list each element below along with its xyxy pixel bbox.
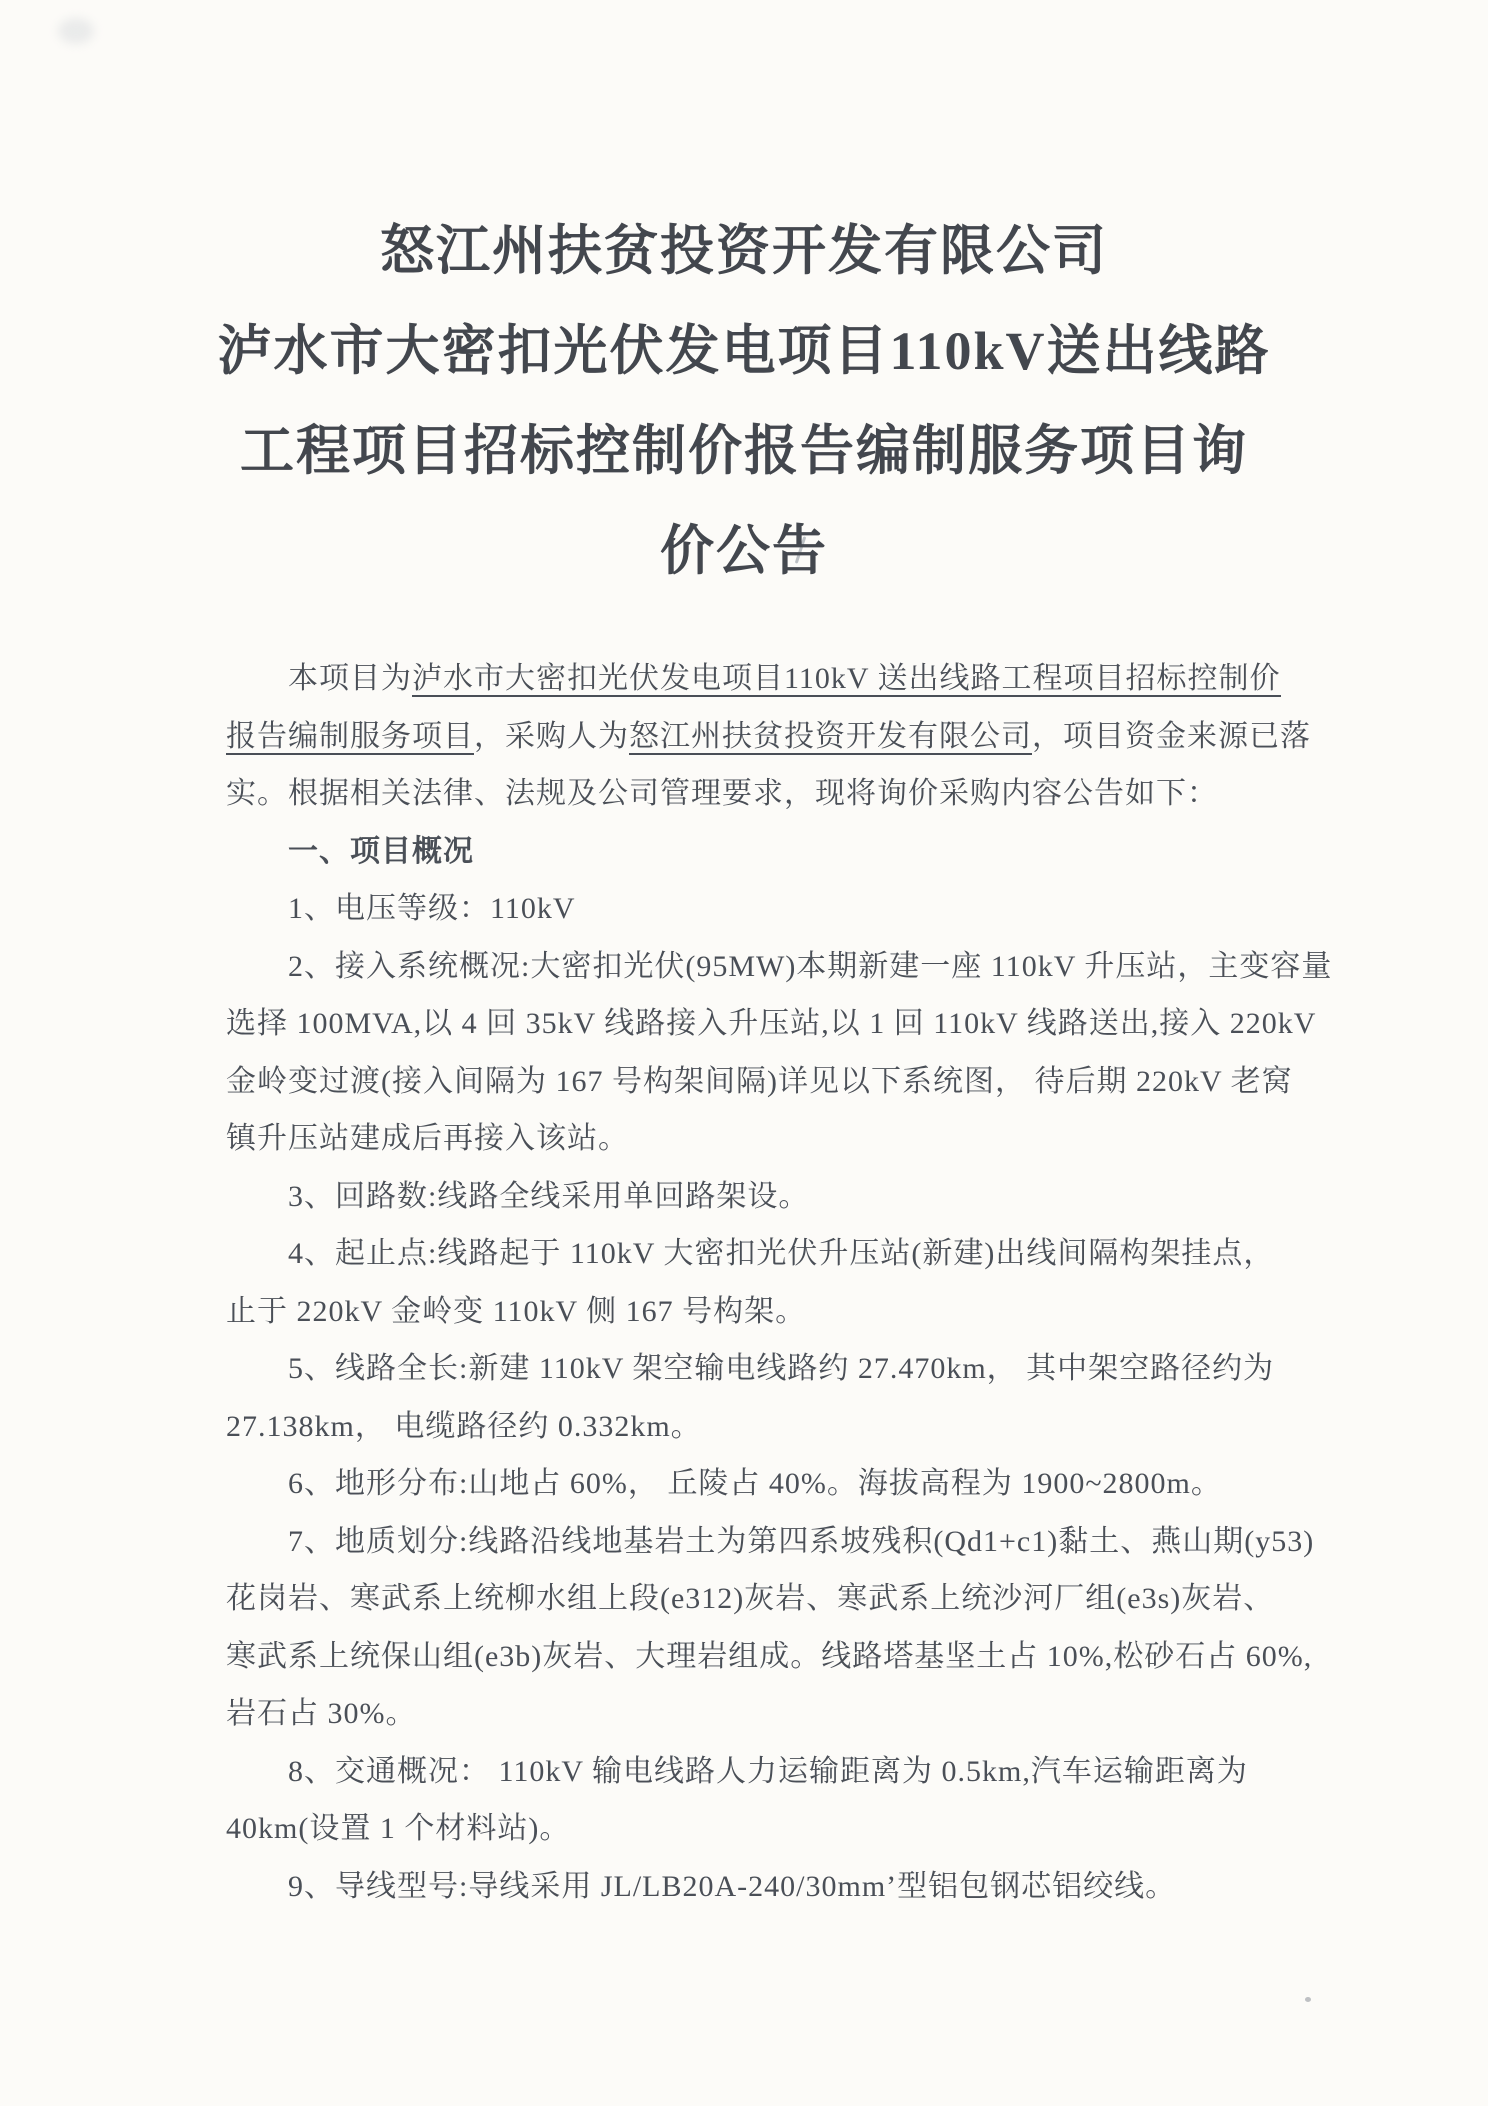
text-run: 1、电压等级：110kV	[288, 892, 576, 925]
item-2-line-2	[226, 995, 1317, 1053]
text-run: 4、起止点:线路起于 110kV 大密扣光伏升压站(新建)出线间隔构架挂点，	[288, 1237, 1275, 1270]
item-4-line-2	[226, 1283, 1296, 1341]
scan-smudge-artifact	[58, 18, 94, 44]
item-2-line-1	[226, 938, 1333, 996]
item-7-line-1	[226, 1513, 1315, 1571]
title-line-2: 泸水市大密扣光伏发电项目110kV送出线路	[217, 321, 1271, 381]
text-run: 选择 100MVA,以 4 回 35kV 线路接入升压站,以 1 回 110kV 线路送出,接入 220kV	[226, 1007, 1317, 1040]
item-7-line-3	[226, 1628, 1313, 1686]
text-run: 一、项目概况	[288, 834, 474, 868]
body-text	[226, 650, 1333, 1915]
title-line-3: 工程项目招标控制价报告编制服务项目询	[240, 421, 1248, 481]
text-run: 镇升压站建成后再接入该站。	[226, 1122, 629, 1155]
item-5-line-1	[226, 1340, 1296, 1398]
item-2-line-4	[226, 1110, 1296, 1168]
document-title	[0, 201, 1488, 601]
text-run: 寒武系上统保山组(e3b)灰岩、大理岩组成。线路塔基坚土占 10%,松砂石占 60%,	[226, 1639, 1313, 1673]
text-run: 2、接入系统概况:大密扣光伏(95MW)本期新建一座 110kV 升压站，主变容量	[288, 949, 1333, 983]
text-run: 8、交通概况： 110kV 输电线路人力运输距离为 0.5km,汽车运输距离为	[288, 1754, 1248, 1788]
item-9	[226, 1858, 1296, 1916]
text-run: 9、导线型号:导线采用 JL/LB20A-240/30mm’型铝包钢芯铝绞线。	[288, 1869, 1177, 1903]
item-8-line-2	[226, 1800, 1296, 1858]
item-6	[226, 1455, 1296, 1513]
scan-speck-artifact	[1305, 1997, 1311, 2002]
item-2-line-3	[226, 1053, 1296, 1111]
item-4-line-1	[226, 1225, 1296, 1283]
text-run: 27.138km， 电缆路径约 0.332km。	[226, 1409, 702, 1443]
title-line-4: 价公告	[660, 521, 828, 581]
title-line-1: 怒江州扶贫投资开发有限公司	[380, 221, 1108, 281]
text-run: 7、地质划分:线路沿线地基岩土为第四系坡残积(Qd1+c1)黏土、燕山期(y53)	[288, 1524, 1315, 1558]
text-run: 实。根据相关法律、法规及公司管理要求，现将询价采购内容公告如下：	[226, 777, 1218, 810]
underlined-text-run: 泸水市大密扣光伏发电项目110kV 送出线路工程项目招标控制价	[412, 662, 1281, 695]
section-heading	[226, 823, 1296, 881]
item-5-line-2	[226, 1398, 1296, 1456]
text-run: 40km(设置 1 个材料站)。	[226, 1812, 571, 1845]
text-run: 本项目为	[288, 662, 412, 695]
item-3	[226, 1168, 1296, 1226]
text-run: ，采购人为	[474, 719, 629, 753]
item-7-line-2	[226, 1570, 1296, 1628]
text-run: 花岗岩、寒武系上统柳水组上段(e312)灰岩、寒武系上统沙河厂组(e3s)灰岩、	[226, 1582, 1275, 1615]
text-run: 5、线路全长:新建 110kV 架空输电线路约 27.470km， 其中架空路径约为	[288, 1352, 1275, 1385]
text-run: 金岭变过渡(接入间隔为 167 号构架间隔)详见以下系统图， 待后期 220kV 老窝	[226, 1064, 1293, 1098]
item-1	[226, 880, 1296, 938]
underlined-text-run: 报告编制服务项目	[226, 719, 474, 753]
item-8-line-1	[226, 1743, 1296, 1801]
text-run: 岩石占 30%。	[226, 1697, 417, 1730]
item-7-line-4	[226, 1685, 1296, 1743]
intro-line-1	[226, 650, 1296, 708]
intro-line-3	[226, 765, 1296, 823]
text-run: 3、回路数:线路全线采用单回路架设。	[288, 1179, 810, 1213]
text-run: ，项目资金来源已落	[1032, 719, 1311, 753]
underlined-text-run: 怒江州扶贫投资开发有限公司	[629, 719, 1032, 753]
text-run: 6、地形分布:山地占 60%， 丘陵占 40%。海拔高程为 1900~2800m。	[288, 1467, 1222, 1500]
text-run: 止于 220kV 金岭变 110kV 侧 167 号构架。	[226, 1294, 807, 1328]
intro-line-2	[226, 708, 1311, 766]
